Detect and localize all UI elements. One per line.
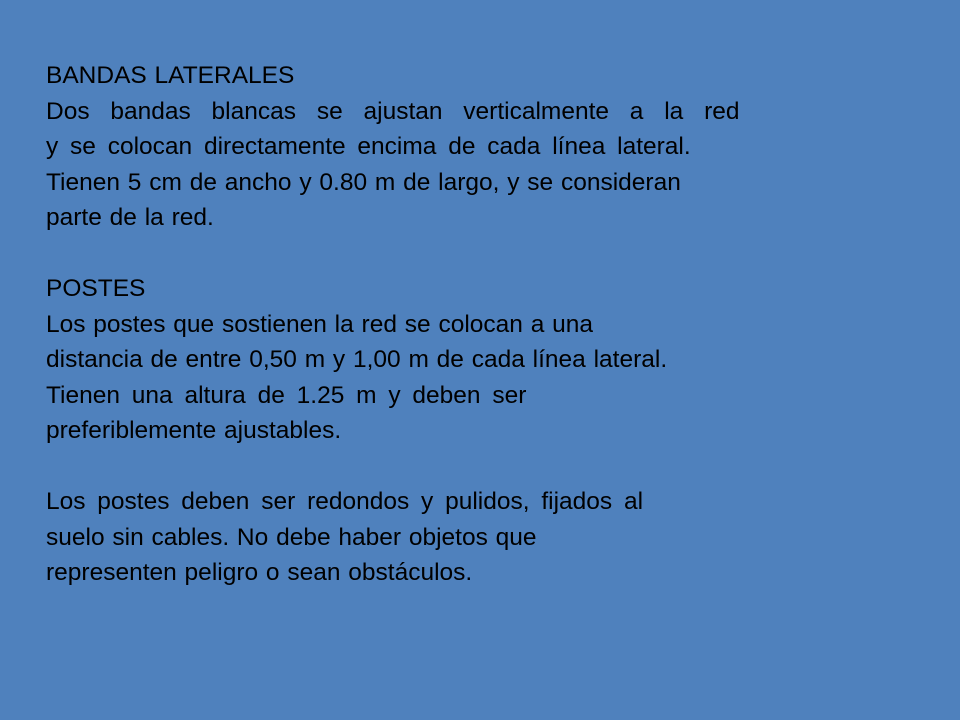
text-line: representen peligro o sean obstáculos. [46,559,473,586]
text-line: Los postes deben ser redondos y pulidos, fijados al [46,488,644,515]
text-line: Los postes que sostienen la red se colocan a una [46,310,594,338]
text-line: distancia de entre 0,50 m y 1,00 m de cada línea lateral. [46,346,668,373]
text-line: preferiblemente ajustables. [46,417,342,444]
slide-text-block [46,58,916,591]
paragraph-gap [46,236,916,272]
text-line: Tienen una altura de 1.25 m y deben ser [46,381,527,409]
paragraph-gap [46,449,916,485]
text-line: suelo sin cables. No debe haber objetos que [46,523,537,551]
section-heading-postes: POSTES [46,275,146,302]
text-line: parte de la red. [46,204,214,231]
text-line: y se colocan directamente encima de cada línea lateral. [46,133,691,160]
text-line: Tienen 5 cm de ancho y 0.80 m de largo, y se consideran [46,168,681,196]
section-heading-bandas-laterales: BANDAS LATERALES [46,62,295,89]
text-line: Dos bandas blancas se ajustan verticalmente a la red [46,97,740,125]
